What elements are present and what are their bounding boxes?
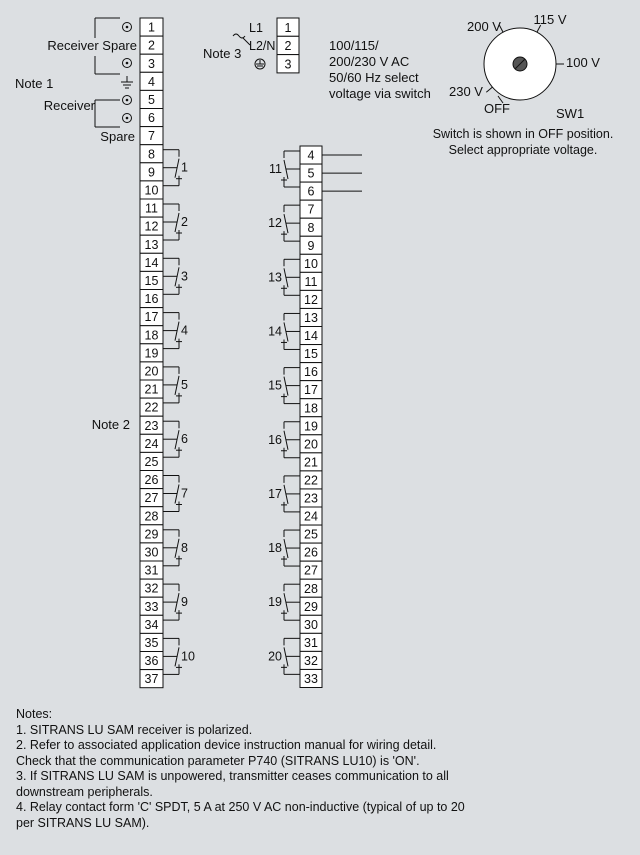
relay-7 [163,476,188,512]
selector-caption-line: Select appropriate voltage. [448,143,598,157]
receiver-spare-label: Receiver Spare [47,38,137,53]
selector-off-label: OFF [484,101,510,116]
terminal-number: 30 [144,545,159,560]
selector-v115-label: 115 V [533,12,567,27]
terminal-number: 23 [304,491,318,506]
relay-label: 14 [268,324,282,339]
right-terminal-strip [268,146,362,688]
terminal-number: 16 [144,292,159,307]
notes-section [16,707,626,831]
terminal-number: 25 [304,527,318,542]
terminal-number: 16 [304,365,318,380]
terminal-number: 11 [304,274,318,289]
terminal-number: 31 [304,635,318,650]
power-terminal-number: 1 [284,20,292,35]
relay-14 [268,313,300,349]
relay-label: 8 [181,540,188,555]
switch-id-label: SW1 [556,106,585,121]
selector-v100-label: 100 V [566,55,600,70]
selector-v200-label: 200 V [467,19,501,34]
terminal-number: 4 [148,74,155,89]
relay-label: 11 [269,162,282,176]
terminal-number: 30 [304,617,318,632]
power-spec-line: voltage via switch [329,86,431,101]
relay-label: 13 [268,270,282,285]
relay-label: 10 [181,649,195,664]
terminal-number: 11 [145,201,158,216]
terminal-number: 19 [304,419,318,434]
relay-1 [163,150,188,186]
relay-3 [163,258,188,294]
selector-caption-line: Switch is shown in OFF position. [432,127,614,141]
terminal-number: 32 [144,581,159,596]
terminal-number: 26 [304,545,318,560]
relay-11 [269,151,300,187]
relay-label: 2 [181,215,188,229]
terminal-number: 24 [144,436,159,451]
relay-5 [163,367,188,403]
left-terminal-strip [15,18,195,688]
voltage-selector-switch [433,12,614,157]
terminal-number: 9 [148,165,155,180]
note-item-2: 2. Refer to associated application device instruction manual for wiring detail. Check that the communication parameter P740 (SITRANS LU10) is 'ON'. [16,738,437,768]
terminal-number: 4 [307,148,315,163]
relay-8 [163,530,188,566]
terminal-number: 7 [148,129,155,144]
note1-label: Note 1 [15,76,54,91]
terminal-number: 33 [304,672,318,686]
relay-17 [268,476,300,512]
terminal-number: 17 [144,310,159,325]
relay-label: 9 [181,595,188,610]
terminal-number: 5 [148,93,155,107]
terminal-number: 15 [144,274,159,288]
terminal-dot-icon [126,117,129,120]
note3-label: Note 3 [203,46,242,61]
relay-label: 4 [181,323,188,338]
terminal-number: 34 [144,617,159,632]
relay-label: 19 [268,595,282,610]
terminal-number: 19 [144,346,159,361]
terminal-number: 1 [148,20,155,35]
terminal-number: 12 [304,292,318,307]
terminal-number: 14 [304,329,318,344]
power-terminal-number: 2 [284,39,292,54]
terminal-number: 3 [148,56,155,71]
relay-label: 1 [181,160,188,175]
relay-label: 3 [181,269,188,284]
relay-6 [163,421,188,457]
terminal-number: 24 [304,509,318,524]
terminal-number: 15 [304,347,318,362]
terminal-number: 14 [144,255,159,270]
terminal-number: 9 [307,238,315,253]
note-item-4: 4. Relay contact form 'C' SPDT, 5 A at 250 V AC non-inductive (typical of up to 20 per SITRANS LU SAM). [16,800,465,830]
terminal-number: 20 [304,437,318,452]
terminal-dot-icon [126,62,129,65]
terminal-number: 36 [144,654,159,669]
relay-label: 20 [268,649,282,664]
relay-label: 16 [268,432,282,447]
relay-19 [268,584,300,620]
terminal-number: 5 [307,166,315,181]
terminal-number: 21 [144,382,159,397]
receiver-label: Receiver [43,98,95,113]
note-item-3: 3. If SITRANS LU SAM is unpowered, transmitter ceases communication to all downstream peripherals. [16,769,449,799]
relay-4 [163,313,188,349]
terminal-number: 7 [307,202,315,217]
relay-label: 18 [268,541,282,556]
terminal-number: 17 [304,383,318,398]
relay-18 [268,530,300,566]
terminal-dot-icon [126,99,129,102]
left-connection-symbols [95,18,133,127]
terminal-dot-icon [126,26,129,29]
power-spec-line: 50/60 Hz select [329,70,419,85]
relay-9 [163,584,188,620]
terminal-number: 20 [144,364,159,379]
relay-10 [163,638,195,674]
terminal-number: 32 [304,653,318,668]
relay-16 [268,422,300,458]
relay-2 [163,204,188,240]
terminal-number: 27 [304,563,318,578]
relay-label: 5 [181,377,188,392]
terminal-number: 25 [144,455,159,469]
terminal-number: 18 [144,328,159,343]
power-spec-line: 200/230 V AC [329,54,410,69]
power-terminal-number: 3 [284,57,292,72]
terminal-number: 13 [304,311,318,325]
l2n-label: L2/N [249,39,276,53]
terminal-number: 22 [304,473,318,488]
ac-symbol-icon [233,34,245,38]
terminal-number: 2 [148,38,155,53]
l1-label: L1 [249,21,263,35]
terminal-number: 28 [304,581,318,596]
relay-12 [268,205,300,241]
terminal-number: 6 [148,111,155,126]
relay-20 [268,638,300,674]
terminal-number: 27 [144,491,159,506]
selector-v230-label: 230 V [449,84,483,99]
terminal-number: 28 [144,509,159,524]
terminal-number: 21 [304,455,318,470]
terminal-number: 8 [307,220,315,235]
terminal-number: 8 [148,147,155,162]
relay-label: 15 [268,378,282,393]
notes-title: Notes: [16,707,53,721]
power-terminal-block [203,18,431,101]
note2-label: Note 2 [91,417,130,432]
terminal-number: 29 [304,599,318,614]
terminal-number: 22 [144,400,159,415]
terminal-number: 10 [304,256,318,271]
terminal-number: 26 [144,473,159,488]
relay-label: 7 [181,486,188,501]
relay-label: 6 [181,432,188,447]
selector-tick [486,87,492,92]
terminal-number: 33 [144,599,159,614]
relay-label: 17 [268,486,282,501]
terminal-number: 6 [307,184,315,199]
terminal-number: 10 [144,183,159,198]
spare-label: Spare [100,129,135,144]
terminal-number: 37 [144,672,159,687]
terminal-number: 12 [144,219,159,234]
relay-13 [268,259,300,295]
relay-label: 12 [268,216,282,231]
power-spec-line: 100/115/ [329,38,379,53]
terminal-number: 35 [144,636,159,650]
terminal-number: 23 [144,418,159,433]
terminal-number: 31 [144,563,159,578]
terminal-number: 18 [304,401,318,416]
note-item-1: 1. SITRANS LU SAM receiver is polarized. [16,722,253,737]
relay-15 [268,368,300,404]
terminal-number: 13 [144,237,159,252]
terminal-number: 29 [144,527,159,542]
